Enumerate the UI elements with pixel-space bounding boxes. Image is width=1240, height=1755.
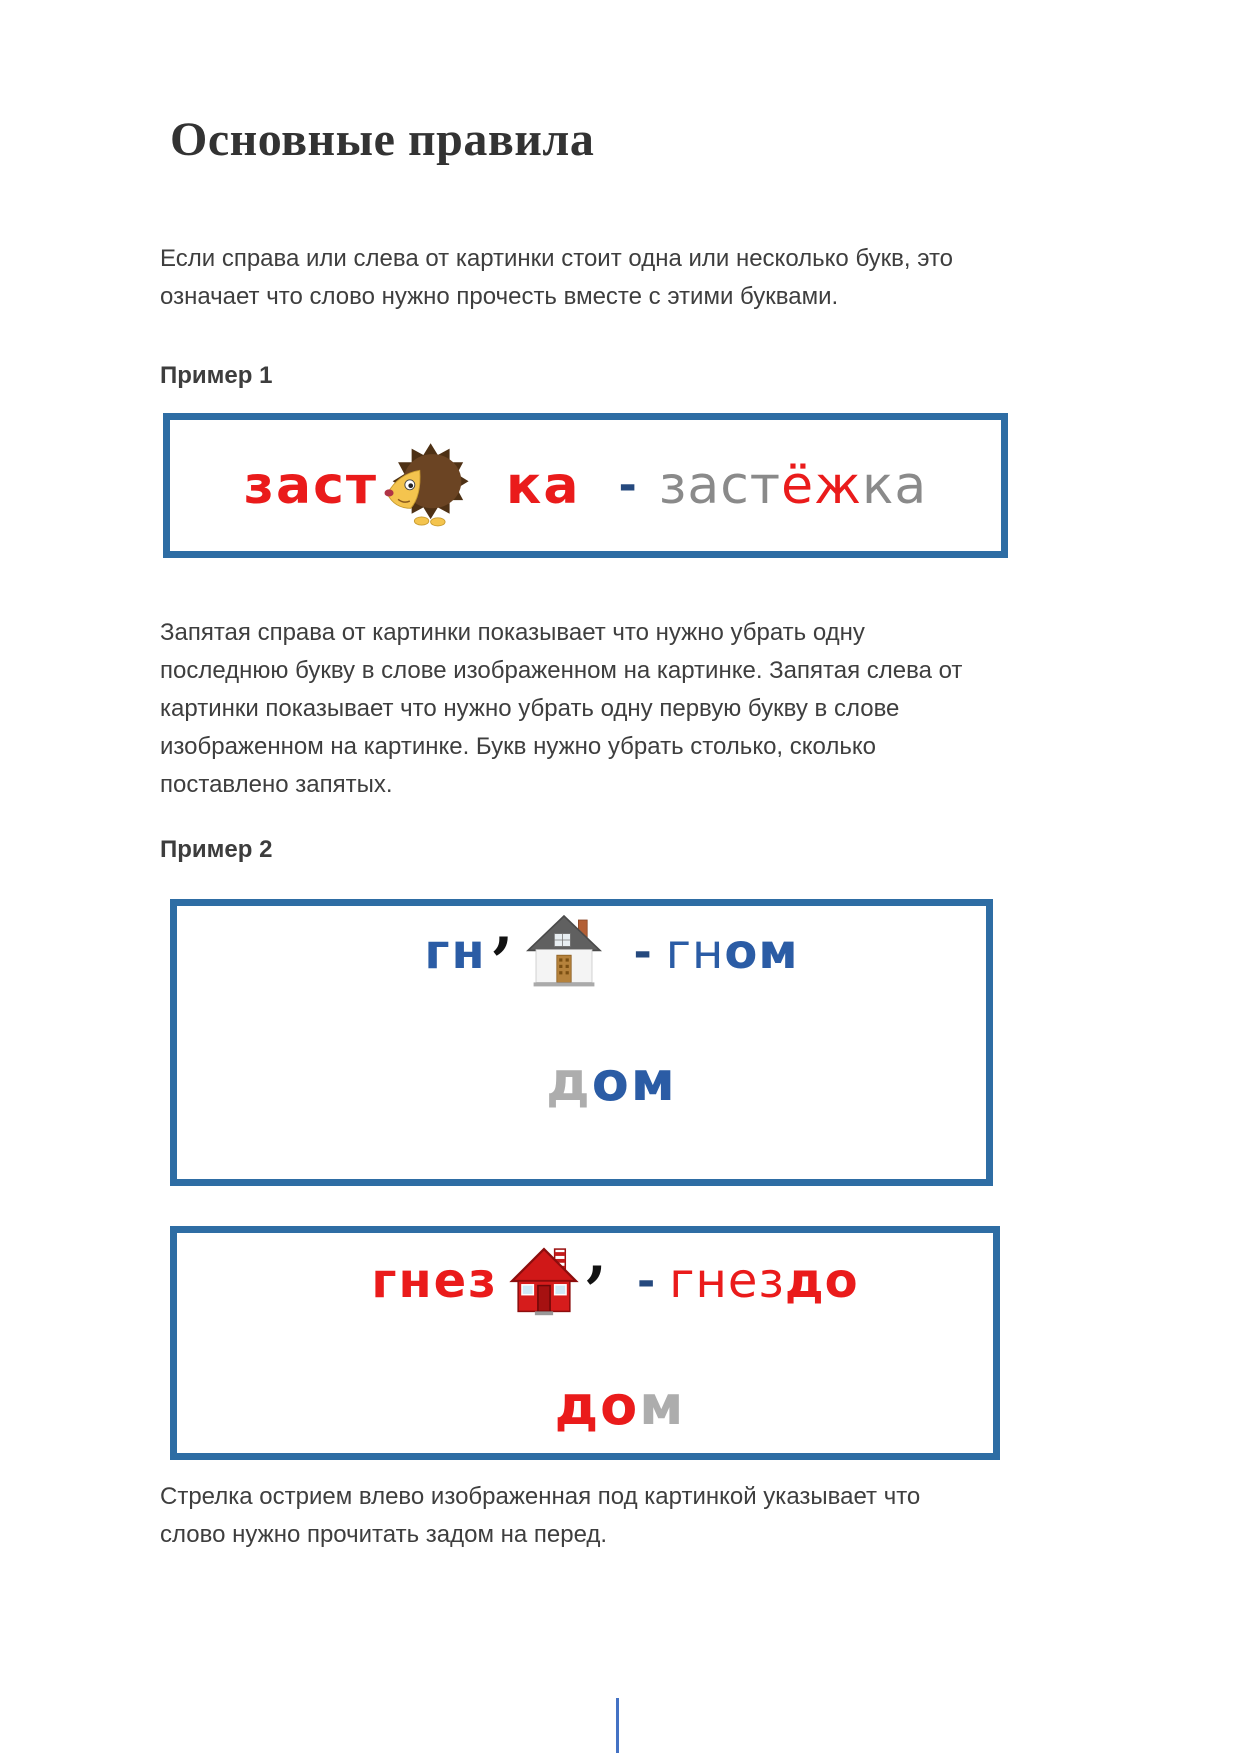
example2b-rebus-line [177, 1220, 993, 1326]
comma-rule-paragraph: Запятая справа от картинки показывает что нужно убрать одну последнюю букву в слове изображенном на картинке. Запятая слева от картинки показывает что нужно убрать одну первую букву в слове изображенном на картинке. Букв нужно убрать столько, сколько поставлено запятых. [160, 619, 963, 798]
answer-part: заст [658, 455, 782, 516]
example2-box-a [170, 891, 993, 1186]
example2a-rebus-line [177, 891, 986, 996]
red-house-image [506, 1241, 582, 1321]
answer-part-highlight: до [784, 1253, 859, 1309]
kept-letters: ом [591, 1050, 677, 1113]
answer-part-highlight: ёж [781, 455, 862, 516]
rebus-prefix-text: гн [424, 924, 487, 980]
answer-part-highlight: ом [724, 924, 799, 980]
rebus-suffix-text: ка [506, 455, 581, 516]
comma-mark: , [586, 1220, 607, 1290]
house-image [524, 910, 604, 994]
rebus-prefix-text: гнез [371, 1253, 499, 1309]
example1-box [163, 413, 1008, 558]
dash: - [633, 926, 652, 978]
hedgehog-image [380, 437, 474, 529]
example2a-word-below [177, 1050, 986, 1113]
intro-paragraph: Если справа или слева от картинки стоит одна или несколько букв, это означает что слово нужно прочесть вместе с этими буквами. [160, 245, 954, 310]
example1-rebus-line [170, 420, 1001, 551]
answer-word [659, 456, 928, 516]
word-below [555, 1374, 686, 1437]
word-below [546, 1050, 677, 1113]
kept-letters: до [554, 1374, 640, 1437]
page-title: Основные правила [170, 113, 595, 166]
example2-heading: Пример 2 [160, 836, 273, 863]
rebus-prefix-text: заст [243, 455, 379, 516]
answer-word [669, 1253, 858, 1309]
example2b-word-below [177, 1374, 993, 1437]
answer-part: гнез [669, 1253, 785, 1309]
comma-mark: , [492, 891, 514, 961]
answer-word [666, 924, 799, 980]
dash: - [636, 1255, 656, 1307]
dash: - [618, 460, 637, 511]
arrow-rule-paragraph: Стрелка острием влево изображенная под картинкой указывает что слово нужно прочитать задом на перед. [160, 1483, 921, 1548]
example1-heading: Пример 1 [160, 362, 273, 389]
answer-part: ка [861, 455, 928, 516]
answer-part: гн [665, 924, 725, 980]
example2-box-b [170, 1220, 1000, 1460]
removed-letter: м [639, 1374, 686, 1437]
text-cursor [616, 1698, 619, 1753]
removed-letter: д [546, 1050, 592, 1113]
